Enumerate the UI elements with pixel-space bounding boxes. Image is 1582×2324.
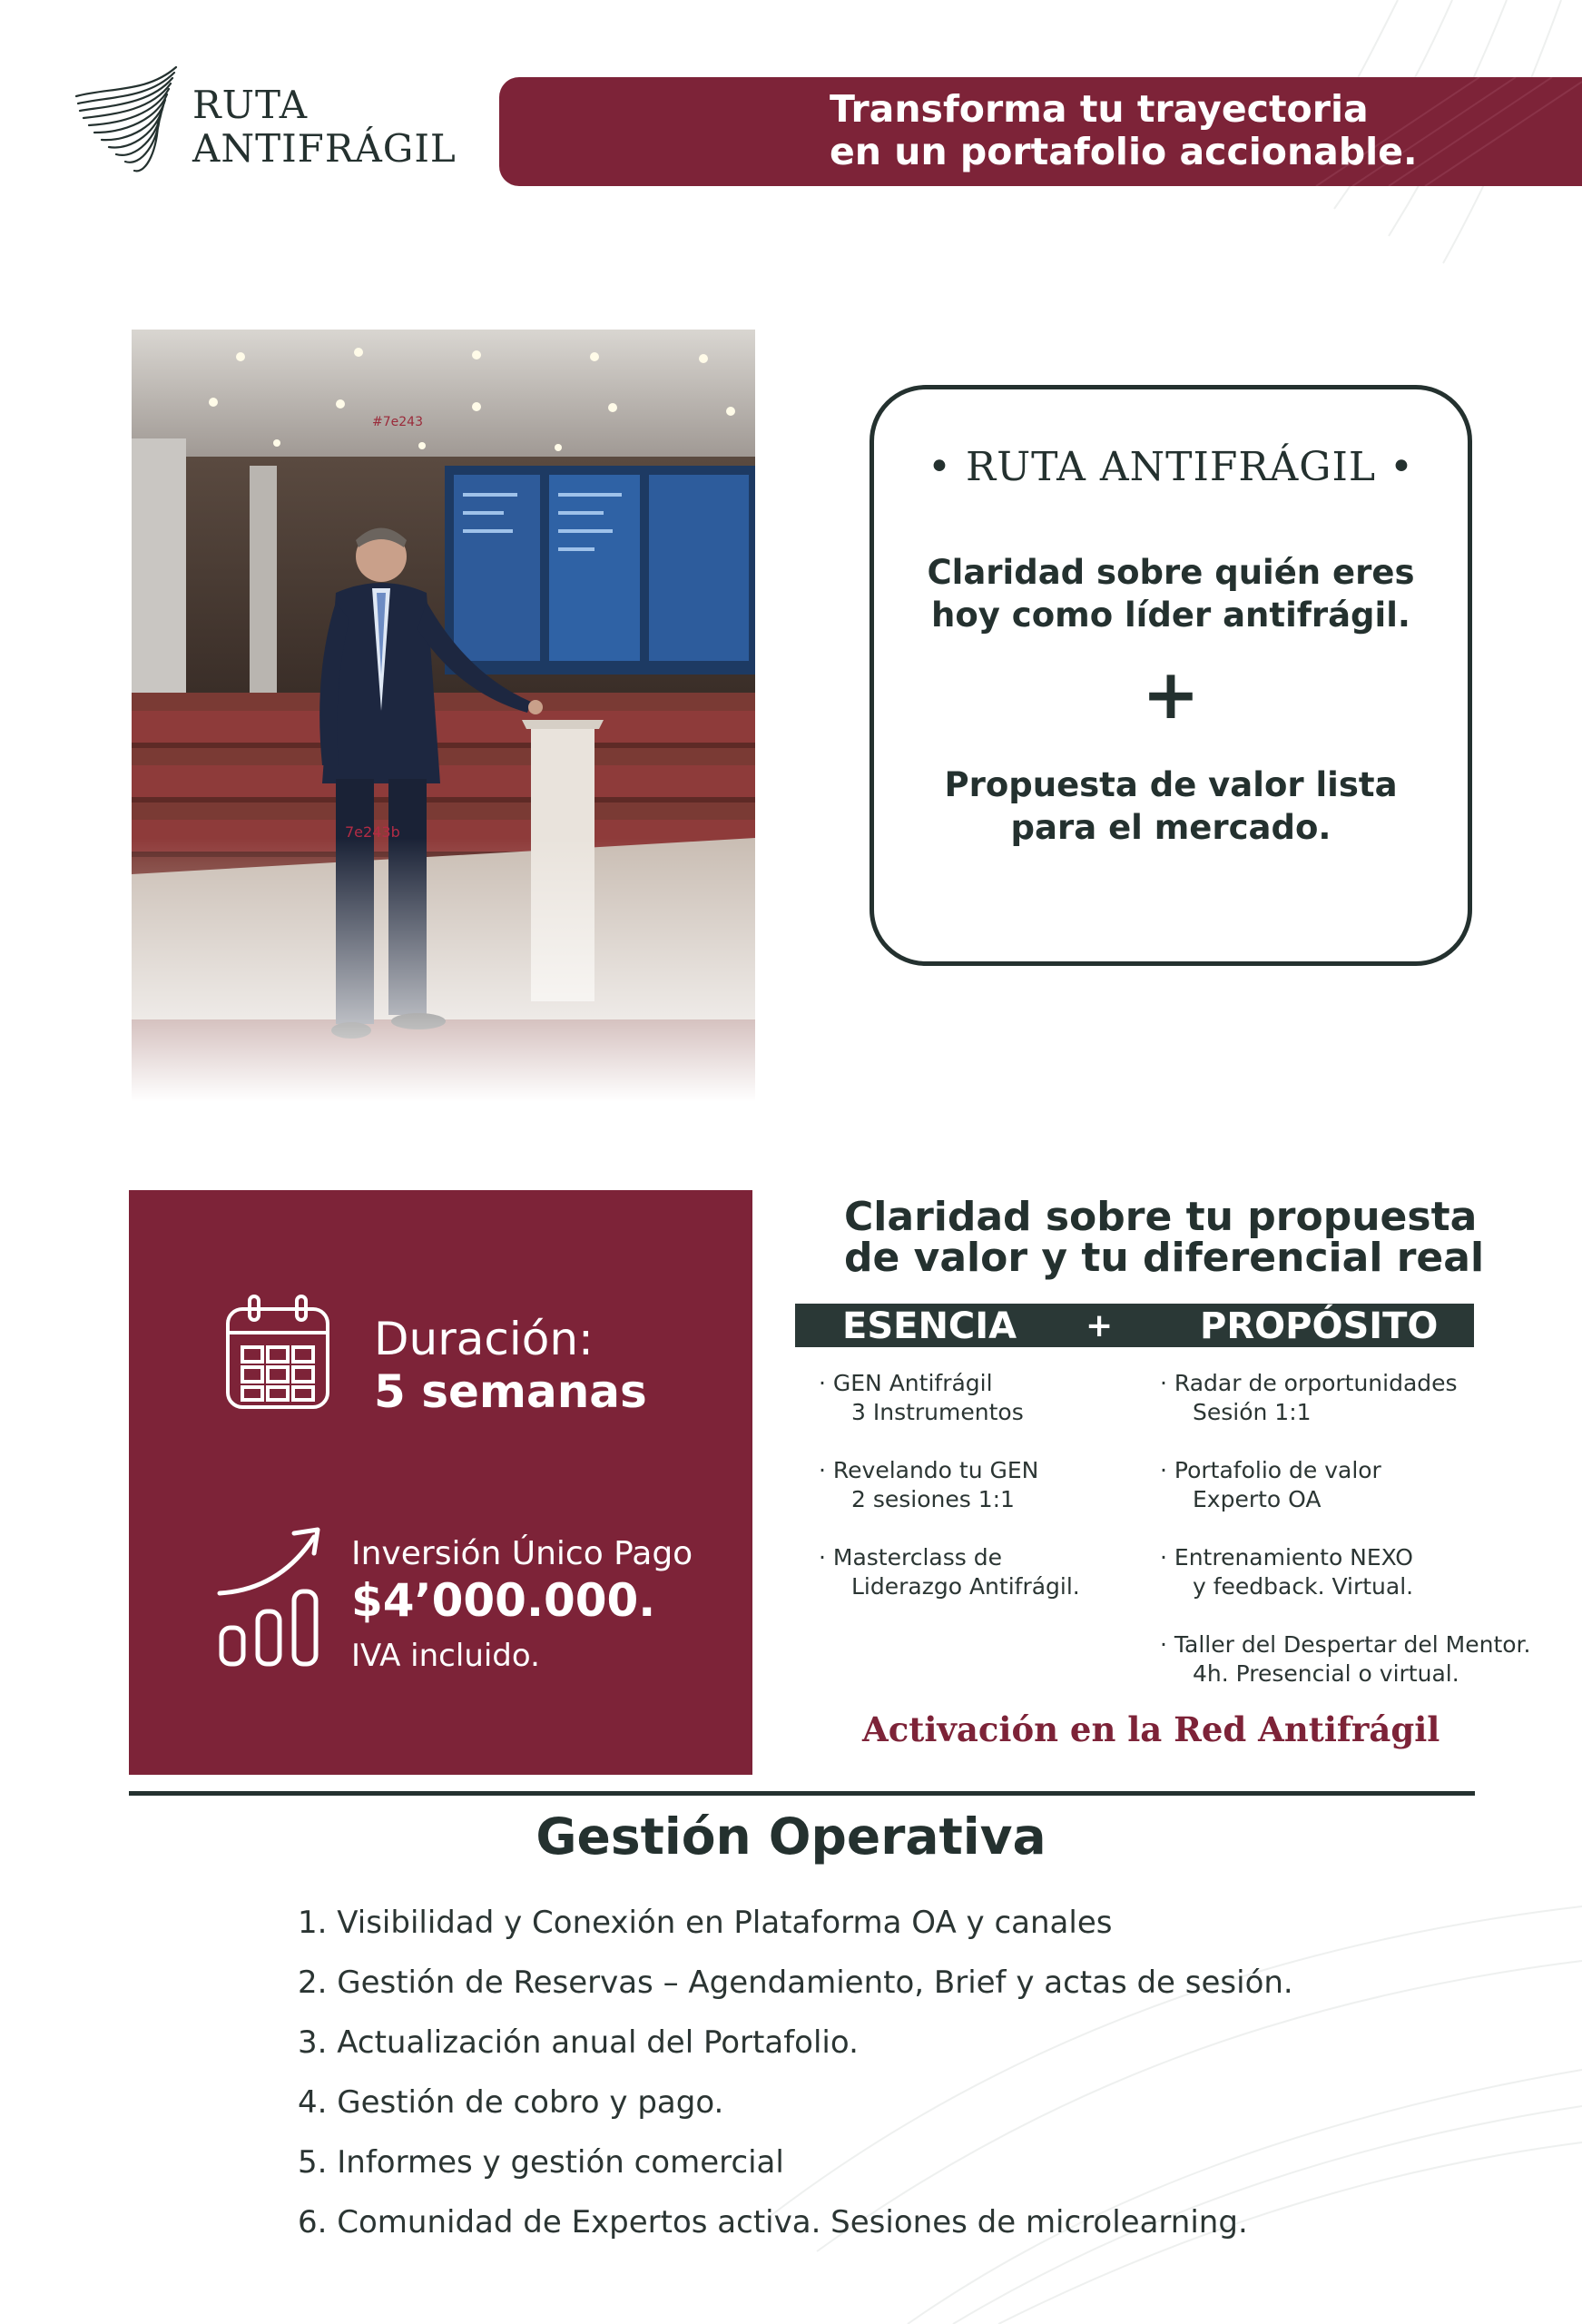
duration-label: Duración: (374, 1313, 594, 1365)
program-header-bar (795, 1304, 1474, 1347)
pricing-panel (129, 1190, 752, 1775)
card-claim-1 (874, 551, 1468, 636)
list-item: · GEN Antifrágil 3 Instrumentos (819, 1370, 1024, 1425)
list-item: · Radar de orportunidades Sesión 1:1 (1160, 1370, 1458, 1425)
list-item: 1. Visibilidad y Conexión en Plataforma OA y canales (298, 1905, 1113, 1941)
calendar-icon (224, 1295, 331, 1411)
brand-logo-text (192, 84, 457, 171)
activation-tagline: Activación en la Red Antifrágil (862, 1709, 1440, 1749)
list-item: · Portafolio de valor Experto OA (1160, 1457, 1381, 1512)
operations-title: Gestión Operativa (536, 1807, 1046, 1866)
investment-value: $4’000.000. (351, 1574, 656, 1627)
photo-label-top: #7e243 (372, 415, 423, 429)
card-title: • RUTA ANTIFRÁGIL • (928, 444, 1414, 490)
card-claim-1a: Claridad sobre quién eres (927, 553, 1415, 592)
duration-value: 5 semanas (374, 1365, 647, 1418)
operations-list (298, 1893, 1293, 2252)
list-item: · Entrenamiento NEXO y feedback. Virtual. (1160, 1544, 1414, 1600)
list-item: 4. Gestión de cobro y pago. (298, 2084, 724, 2121)
card-claim-1b: hoy como líder antifrágil. (931, 596, 1410, 635)
logo-feather-icon (74, 62, 182, 178)
photo-label-mid: 7e243b (345, 823, 400, 841)
list-item: · Masterclass de Liderazgo Antifrágil. (819, 1544, 1080, 1600)
list-item: 6. Comunidad de Expertos activa. Sesiones de microlearning. (298, 2204, 1248, 2240)
card-claim-2b: para el mercado. (1010, 808, 1331, 847)
program-title-line-1: Claridad sobre tu propuesta (844, 1194, 1478, 1240)
list-item: 5. Informes y gestión comercial (298, 2144, 784, 2181)
list-item: · Revelando tu GEN 2 sesiones 1:1 (819, 1457, 1039, 1512)
list-item: 3. Actualización anual del Portafolio. (298, 2024, 859, 2061)
program-title-line-2: de valor y tu diferencial real (844, 1235, 1485, 1281)
proposito-list (1160, 1369, 1559, 1718)
growth-chart-icon (216, 1526, 321, 1671)
list-item: 2. Gestión de Reservas – Agendamiento, Brief y actas de sesión. (298, 1965, 1293, 2001)
brand-line-2: ANTIFRÁGIL (192, 126, 457, 171)
section-divider (129, 1791, 1475, 1796)
header-plus-sign: + (1086, 1307, 1114, 1344)
investment-label: Inversión Único Pago (351, 1535, 693, 1572)
list-item: · Taller del Despertar del Mentor. 4h. Presencial o virtual. (1160, 1631, 1531, 1687)
tagline-line-2: en un portafolio accionable. (830, 130, 1418, 173)
esencia-header: ESENCIA (842, 1305, 1017, 1347)
tagline-text (830, 88, 1418, 173)
investment-note: IVA incluido. (351, 1638, 540, 1674)
speaker-photo (132, 330, 755, 1101)
card-plus-sign: + (1142, 654, 1200, 734)
proposito-header: PROPÓSITO (1200, 1305, 1439, 1347)
brand-line-1: RUTA (192, 83, 309, 127)
card-claim-2a: Propuesta de valor lista (944, 765, 1398, 804)
tagline-line-1: Transforma tu trayectoria (830, 87, 1369, 131)
esencia-list (819, 1369, 1145, 1630)
tagline-banner (499, 77, 1582, 186)
ruta-antifragil-card (870, 385, 1472, 966)
card-claim-2 (874, 763, 1468, 849)
program-title (844, 1194, 1485, 1281)
